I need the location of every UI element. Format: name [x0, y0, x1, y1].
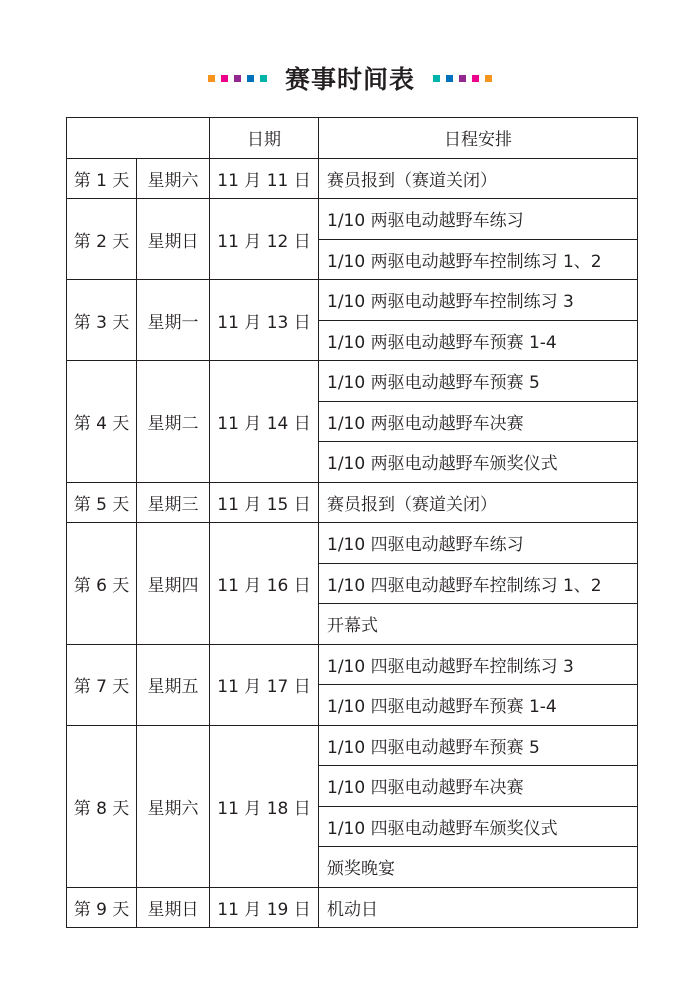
decorative-dot [433, 75, 440, 82]
table-row [67, 482, 638, 523]
header-schedule: 日程安排 [319, 118, 638, 159]
schedule-item-cell: 1/10 两驱电动越野车预赛 1-4 [319, 320, 638, 361]
day-cell: 第 6 天 [67, 523, 137, 645]
schedule-item-cell: 颁奖晚宴 [319, 847, 638, 888]
page-title: 赛事时间表 [284, 65, 415, 94]
schedule-item-cell: 机动日 [319, 887, 638, 928]
table-row [67, 199, 638, 240]
weekday-cell: 星期二 [137, 361, 210, 483]
day-cell: 第 2 天 [67, 199, 137, 280]
weekday-cell: 星期六 [137, 158, 210, 199]
schedule-item-cell: 1/10 两驱电动越野车控制练习 3 [319, 280, 638, 321]
decorative-dot [485, 75, 492, 82]
day-cell: 第 3 天 [67, 280, 137, 361]
date-cell: 11 月 17 日 [210, 644, 319, 725]
title-bar [0, 56, 700, 100]
weekday-cell: 星期四 [137, 523, 210, 645]
day-cell: 第 8 天 [67, 725, 137, 887]
decorative-dot [234, 75, 241, 82]
day-cell: 第 5 天 [67, 482, 137, 523]
schedule-body [67, 158, 638, 928]
table-row [67, 361, 638, 402]
table-row [67, 725, 638, 766]
schedule-item-cell: 赛员报到（赛道关闭） [319, 482, 638, 523]
decorative-dot [208, 75, 215, 82]
day-cell: 第 4 天 [67, 361, 137, 483]
decorative-dot [247, 75, 254, 82]
date-cell: 11 月 15 日 [210, 482, 319, 523]
date-cell: 11 月 19 日 [210, 887, 319, 928]
weekday-cell: 星期日 [137, 887, 210, 928]
table-row [67, 887, 638, 928]
table-row [67, 523, 638, 564]
decorative-dots-left [208, 75, 267, 82]
table-row [67, 158, 638, 199]
day-cell: 第 9 天 [67, 887, 137, 928]
decorative-dot [459, 75, 466, 82]
weekday-cell: 星期五 [137, 644, 210, 725]
table-row [67, 280, 638, 321]
date-cell: 11 月 18 日 [210, 725, 319, 887]
weekday-cell: 星期三 [137, 482, 210, 523]
date-cell: 11 月 14 日 [210, 361, 319, 483]
header-blank [67, 118, 210, 159]
weekday-cell: 星期一 [137, 280, 210, 361]
decorative-dot [446, 75, 453, 82]
schedule-item-cell: 1/10 两驱电动越野车颁奖仪式 [319, 442, 638, 483]
decorative-dot [472, 75, 479, 82]
weekday-cell: 星期日 [137, 199, 210, 280]
schedule-item-cell: 1/10 两驱电动越野车预赛 5 [319, 361, 638, 402]
schedule-item-cell: 1/10 四驱电动越野车决赛 [319, 766, 638, 807]
schedule-item-cell: 1/10 两驱电动越野车控制练习 1、2 [319, 239, 638, 280]
schedule-item-cell: 1/10 四驱电动越野车预赛 5 [319, 725, 638, 766]
schedule-item-cell: 1/10 两驱电动越野车练习 [319, 199, 638, 240]
schedule-item-cell: 赛员报到（赛道关闭） [319, 158, 638, 199]
schedule-item-cell: 1/10 四驱电动越野车控制练习 1、2 [319, 563, 638, 604]
day-cell: 第 7 天 [67, 644, 137, 725]
schedule-table [66, 117, 638, 928]
header-date: 日期 [210, 118, 319, 159]
date-cell: 11 月 12 日 [210, 199, 319, 280]
header-row [67, 118, 638, 159]
schedule-item-cell: 开幕式 [319, 604, 638, 645]
weekday-cell: 星期六 [137, 725, 210, 887]
day-cell: 第 1 天 [67, 158, 137, 199]
table-row [67, 644, 638, 685]
decorative-dot [221, 75, 228, 82]
date-cell: 11 月 11 日 [210, 158, 319, 199]
decorative-dots-right [433, 75, 492, 82]
schedule-item-cell: 1/10 四驱电动越野车控制练习 3 [319, 644, 638, 685]
date-cell: 11 月 16 日 [210, 523, 319, 645]
schedule-item-cell: 1/10 四驱电动越野车预赛 1-4 [319, 685, 638, 726]
date-cell: 11 月 13 日 [210, 280, 319, 361]
schedule-item-cell: 1/10 四驱电动越野车颁奖仪式 [319, 806, 638, 847]
schedule-item-cell: 1/10 两驱电动越野车决赛 [319, 401, 638, 442]
schedule-item-cell: 1/10 四驱电动越野车练习 [319, 523, 638, 564]
decorative-dot [260, 75, 267, 82]
